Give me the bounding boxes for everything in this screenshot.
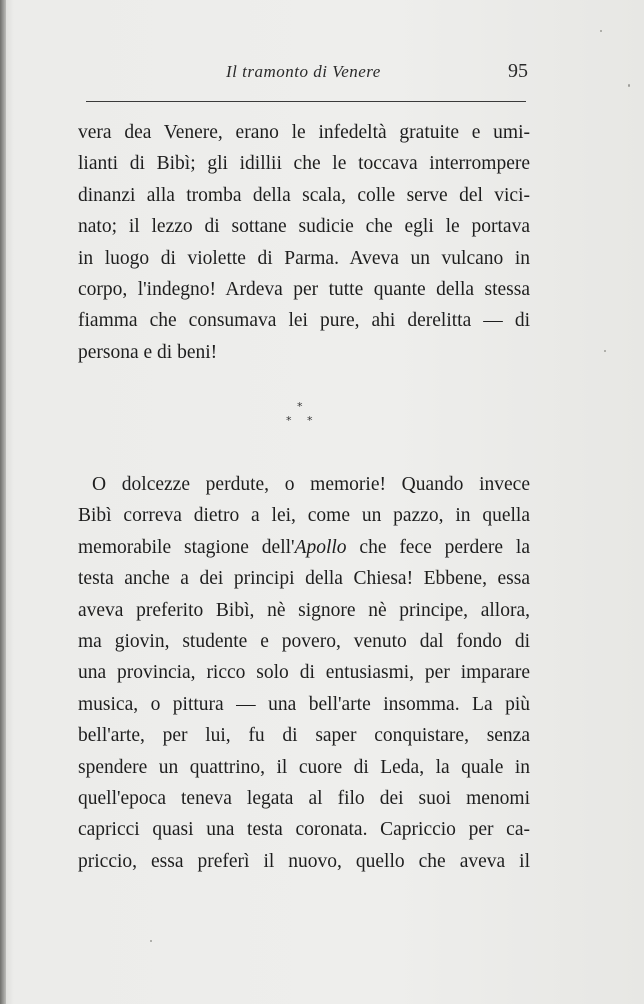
text-line: O dolcezze perdute, o memorie! Quando invece [92, 474, 530, 495]
paper-speck [628, 84, 630, 87]
paper-speck [604, 350, 606, 352]
text-segment: che fece perdere la [346, 536, 530, 558]
text-line: capricci quasi una testa coronata. Capriccio per ca- [78, 819, 530, 841]
text-line: corpo, l'indegno! Ardeva per tutte quante della stessa [78, 279, 530, 301]
page-number: 95 [508, 60, 528, 82]
text-segment: memorabile stagione dell' [78, 536, 295, 558]
text-line: fiamma che consumava lei pure, ahi derelitta — di [78, 310, 530, 332]
paragraph-continued [78, 117, 530, 368]
text-line: nato; il lezzo di sottane sudicie che egli le portava [78, 216, 530, 238]
header-rule [86, 101, 526, 102]
text-line: Bibì correva dietro a lei, come un pazzo, in quella [78, 505, 530, 527]
text-line: priccio, essa preferì il nuovo, quello che aveva il [78, 850, 530, 872]
text-line: vera dea Venere, erano le infedeltà gratuite e umi- [78, 122, 530, 143]
text-line-with-italic [78, 532, 530, 563]
asterisk-mark: * [297, 400, 303, 413]
text-line: bell'arte, per lui, fu di saper conquistare, senza [78, 725, 530, 747]
text-line: testa anche a dei principi della Chiesa! Ebbene, essa [78, 568, 530, 590]
text-line: una provincia, ricco solo di entusiasmi, per imparare [78, 662, 530, 684]
page-binding-edge [0, 0, 6, 1004]
text-line: lianti di Bibì; gli idillii che le toccava interrompere [78, 153, 530, 175]
text-line: spendere un quattrino, il cuore di Leda, la quale in [78, 756, 530, 778]
paper-speck [150, 940, 152, 942]
text-line: persona e di beni! [78, 341, 218, 363]
section-break-asterism [280, 400, 326, 436]
paper-speck [600, 30, 602, 32]
text-line: dinanzi alla tromba della scala, colle serve del vici- [78, 184, 530, 206]
text-line: in luogo di violette di Parma. Aveva un vulcano in [78, 247, 530, 269]
paragraph-new [78, 469, 530, 877]
running-title: Il tramonto di Venere [226, 62, 381, 81]
asterisk-mark: * [307, 414, 313, 427]
text-line: musica, o pittura — una bell'arte insomma. La più [78, 693, 530, 715]
asterisk-mark: * [286, 414, 292, 427]
text-line: aveva preferito Bibì, nè signore nè principe, allora, [78, 599, 530, 621]
text-line: quell'epoca teneva legata al filo dei suoi menomi [78, 788, 530, 810]
italic-title: Apollo [294, 536, 347, 558]
text-line: ma giovin, studente e povero, venuto dal fondo di [78, 631, 530, 653]
page-header [0, 58, 644, 88]
